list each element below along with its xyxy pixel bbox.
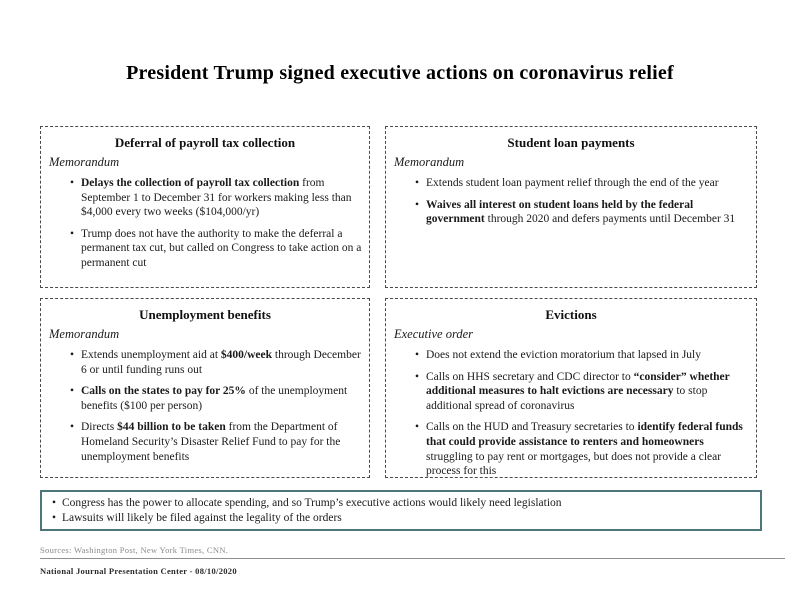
slide-title: President Trump signed executive actions on coronavirus relief bbox=[126, 62, 674, 84]
bullet-item bbox=[45, 384, 365, 413]
bullet-text-bold: $400/week bbox=[220, 349, 272, 361]
bullet-text-bold: Waives all interest on student loans held by the federal government bbox=[426, 198, 694, 226]
bullet-item bbox=[45, 348, 365, 377]
bullet-item bbox=[45, 176, 365, 220]
bullet-text: struggling to pay rent or mortgages, but does not provide a clear process for this bbox=[426, 450, 722, 478]
bullet-text-bold: identify federal funds that could provide assistance to renters and homeowners bbox=[426, 421, 743, 448]
box-payroll-tax-deferral bbox=[40, 126, 370, 288]
box-heading-student-loans: Student loan payments bbox=[507, 135, 635, 150]
action-type-label-payroll: Memorandum bbox=[49, 155, 120, 169]
bullet-text-bold: $44 billion to be taken bbox=[117, 421, 226, 434]
bullet-text: Directs bbox=[81, 421, 118, 434]
bullet-text-bold: Calls on the states to pay for 25% bbox=[81, 385, 246, 398]
bullet-text: Trump does not have the authority to make the deferral a permanent tax cut, but called on Congress to take action on a permanent cut bbox=[81, 227, 362, 269]
bullet-item bbox=[42, 496, 760, 510]
action-type-label-evictions: Executive order bbox=[394, 327, 474, 341]
box-heading-evictions: Evictions bbox=[545, 307, 597, 322]
action-type-label-unemployment: Memorandum bbox=[49, 327, 120, 341]
bullet-text: from the Department of Homeland Security’s Disaster Relief Fund to pay for the unemployment benefits bbox=[81, 421, 341, 463]
bullet-text: Congress has the power to allocate spending, and so Trump’s executive actions would likely need legislation bbox=[62, 496, 562, 509]
credit-line: National Journal Presentation Center - 08/10/2020 bbox=[40, 566, 237, 576]
bullet-text: to stop additional spread of coronavirus bbox=[426, 385, 708, 412]
bullet-item bbox=[390, 348, 752, 363]
bullet-list-payroll bbox=[45, 176, 365, 271]
bullet-text: through 2020 and defers payments until December 31 bbox=[484, 213, 736, 226]
box-evictions bbox=[385, 298, 757, 478]
box-student-loans bbox=[385, 126, 757, 288]
bullet-item bbox=[390, 198, 752, 227]
takeaway-note-box bbox=[40, 490, 762, 531]
bullet-item bbox=[45, 420, 365, 464]
bullet-text: from September 1 to December 31 for workers making less than $4,000 every two weeks ($104,000/yr) bbox=[81, 177, 352, 219]
sources-line: Sources: Washington Post, New York Times, CNN. bbox=[40, 545, 229, 555]
bullet-text: of the unemployment benefits ($100 per person) bbox=[81, 385, 348, 412]
bullet-item bbox=[390, 370, 752, 414]
bullet-item bbox=[390, 176, 752, 191]
box-heading-payroll: Deferral of payroll tax collection bbox=[114, 135, 296, 150]
bullet-text: Calls on the HUD and Treasury secretaries to bbox=[426, 421, 638, 434]
note-bullet-list bbox=[42, 496, 760, 526]
bullet-item bbox=[42, 511, 760, 525]
box-unemployment-benefits bbox=[40, 298, 370, 478]
bullet-item bbox=[45, 227, 365, 271]
bullet-text-bold: Delays the collection of payroll tax collection bbox=[81, 177, 300, 189]
bullet-list-unemployment bbox=[45, 348, 365, 464]
bullet-text: Calls on HHS secretary and CDC director to bbox=[426, 370, 634, 383]
bullet-text: Extends student loan payment relief through the end of the year bbox=[426, 177, 719, 189]
bullet-list-student-loans bbox=[390, 176, 752, 227]
bullet-item bbox=[390, 420, 752, 478]
footer-divider bbox=[40, 558, 785, 559]
bullet-text: through December 6 or until funding runs out bbox=[81, 349, 361, 376]
bullet-text: Extends unemployment aid at bbox=[81, 349, 221, 361]
bullet-text-bold: “consider” whether additional measures to halt evictions are necessary bbox=[426, 370, 730, 398]
bullet-text: Lawsuits will likely be filed against the legality of the orders bbox=[62, 512, 342, 524]
bullet-text: Does not extend the eviction moratorium that lapsed in July bbox=[426, 349, 701, 361]
box-heading-unemployment: Unemployment benefits bbox=[139, 307, 271, 322]
bullet-list-evictions bbox=[390, 348, 752, 478]
action-type-label-student-loans: Memorandum bbox=[394, 155, 465, 169]
